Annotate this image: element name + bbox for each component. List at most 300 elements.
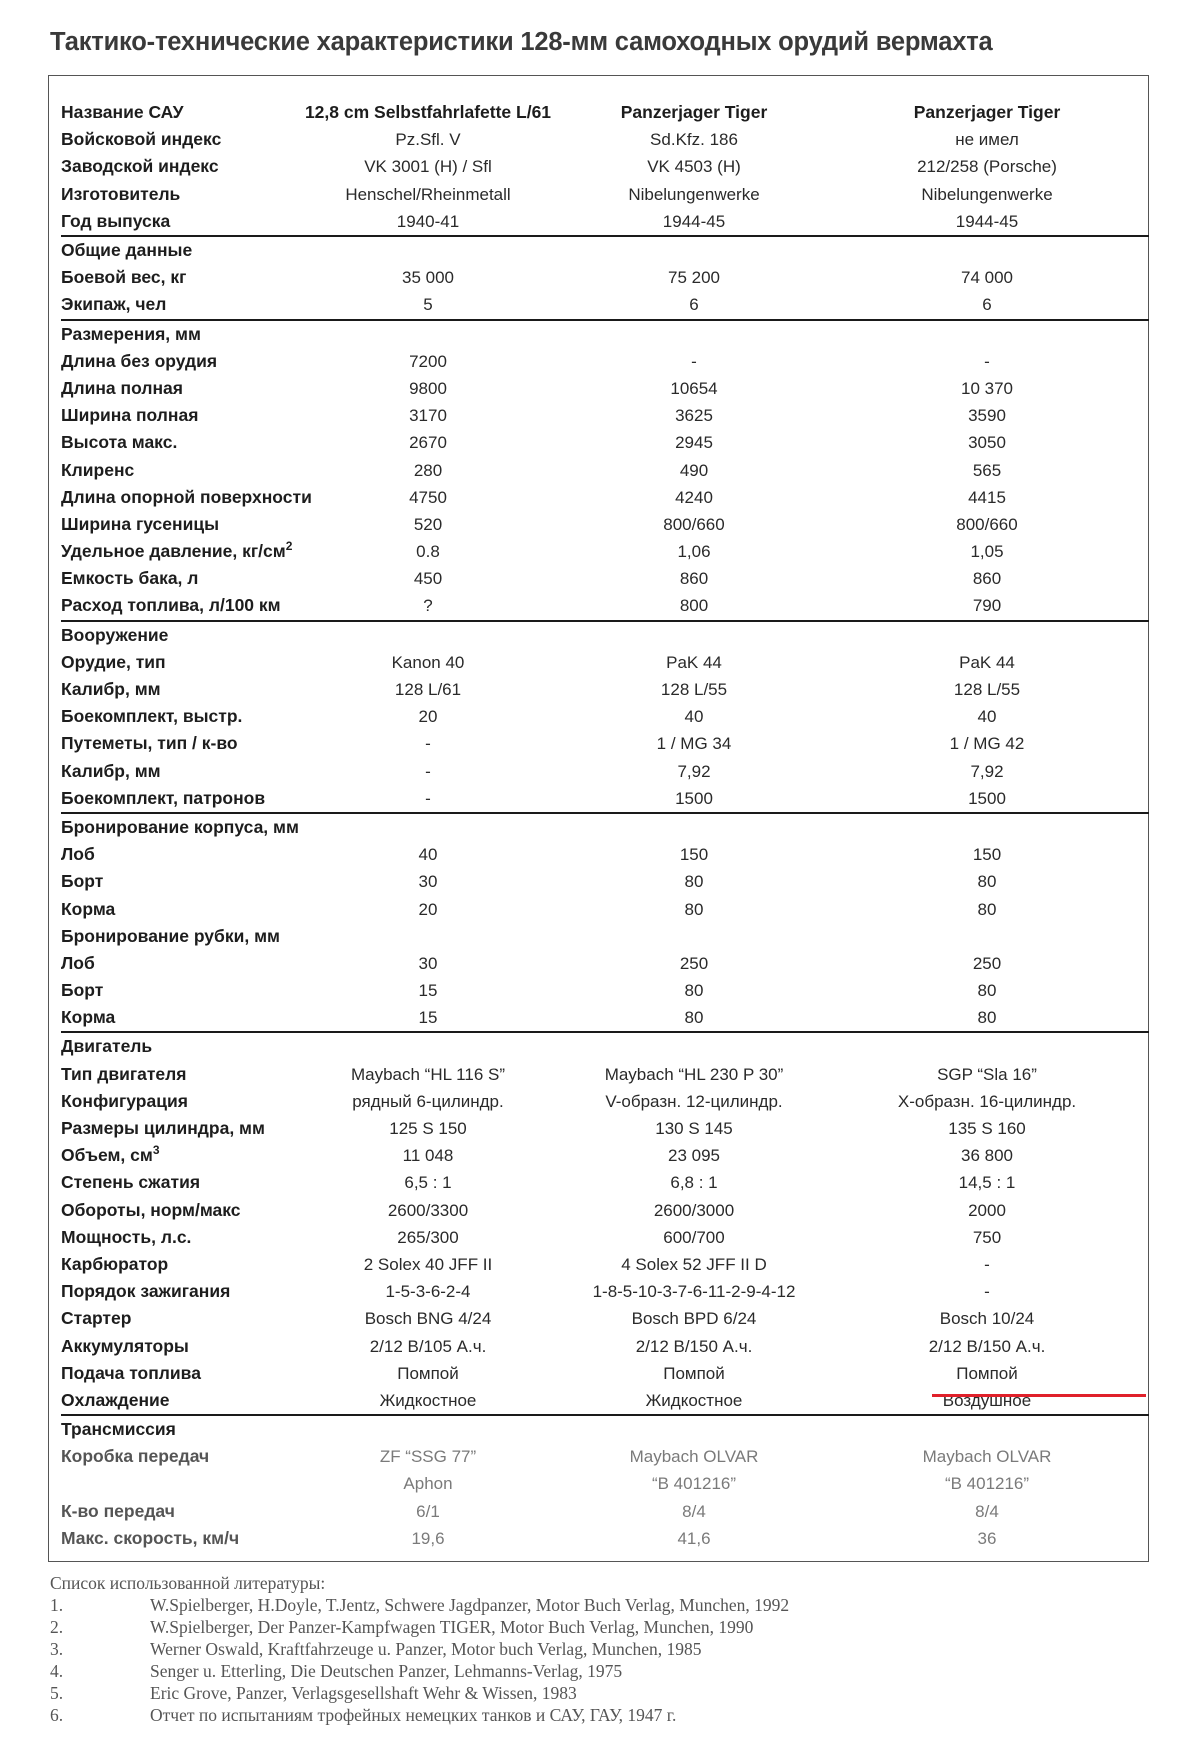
cell-value-col1: 6/1	[416, 1501, 440, 1521]
table-row	[61, 841, 1149, 868]
table-row	[61, 291, 1149, 319]
cell-value-col3: 10 370	[961, 378, 1013, 398]
cell-value-col3: -	[984, 1282, 990, 1302]
table-row	[61, 1498, 1149, 1525]
row-label	[61, 785, 293, 813]
row-label-text: Коробка передач	[61, 1446, 210, 1467]
table-row	[61, 1470, 1149, 1497]
row-label	[61, 1443, 293, 1470]
cell-value-col3: 1,05	[970, 542, 1004, 562]
table-row	[61, 1004, 1149, 1032]
row-label-text: Калибр, мм	[61, 760, 161, 781]
cell-value-col2: Жидкостное	[563, 1387, 825, 1415]
row-label-text: Корма	[61, 1007, 116, 1028]
reference-number: 3.	[50, 1639, 64, 1659]
row-label	[61, 758, 293, 785]
row-label-text: Бронирование корпуса, мм	[61, 816, 299, 837]
cell-value-col1: 128 L/61	[394, 680, 462, 700]
cell-value-col1: 30	[418, 872, 438, 892]
cell-value-col2: 80	[563, 1004, 825, 1032]
table-row	[61, 264, 1149, 291]
cell-value-col1: 11 048	[402, 1146, 454, 1166]
row-label	[61, 208, 293, 236]
cell-value-col3: 250	[972, 953, 1002, 973]
cell-value-col2	[563, 621, 825, 649]
reference-number: 4.	[50, 1661, 64, 1681]
highlight-underline	[932, 1394, 1146, 1397]
table-row	[61, 758, 1149, 785]
cell-value-col3	[825, 1032, 1149, 1060]
cell-value-col2: Panzerjager Tiger	[620, 102, 768, 123]
row-label-text: Размерения, мм	[61, 323, 201, 344]
cell-value-col3: 8/4	[975, 1501, 999, 1521]
cell-value-col2: 150	[679, 845, 709, 865]
cell-value-col1: Помпой	[397, 1363, 459, 1383]
cell-value-col2: 2/12 В/150 А.ч.	[635, 1336, 753, 1356]
row-label-text: Емкость бака, л	[61, 568, 199, 589]
table-row	[61, 1525, 1149, 1552]
row-label-text: Степень сжатия	[61, 1172, 201, 1193]
cell-value-col2: 600/700	[663, 1227, 725, 1247]
cell-value-col1: 1940-41	[293, 208, 563, 236]
table-row	[61, 456, 1149, 483]
cell-value-col1: 7200	[409, 351, 447, 371]
reference-item	[50, 1660, 1170, 1682]
row-label-text: Длина полная	[61, 377, 183, 398]
cell-value-col1: 9800	[409, 378, 447, 398]
table-row	[61, 1142, 1149, 1169]
cell-value-col3: -	[984, 351, 990, 371]
cell-value-col3: 135 S 160	[948, 1119, 1026, 1139]
cell-value-col2	[563, 1032, 825, 1060]
cell-value-col1: 30	[418, 953, 438, 973]
cell-value-col2: Помпой	[663, 1363, 725, 1383]
row-label	[61, 1251, 293, 1278]
row-label-text: Год выпуска	[61, 210, 171, 231]
cell-value-col1: 15	[293, 1004, 563, 1032]
cell-value-col1: Henschel/Rheinmetall	[345, 184, 511, 204]
table-row	[61, 484, 1149, 511]
cell-value-col3: 6	[825, 291, 1149, 319]
cell-value-col2: 800/660	[663, 514, 725, 534]
row-label-text: Охлаждение	[61, 1389, 170, 1410]
cell-value-col1: 265/300	[397, 1227, 459, 1247]
row-label	[61, 895, 293, 922]
row-label	[61, 484, 312, 511]
table-row	[61, 1332, 1149, 1359]
row-label	[61, 348, 293, 375]
row-label	[61, 977, 293, 1004]
cell-value-col1: 4750	[409, 487, 447, 507]
row-label	[61, 649, 293, 676]
row-label	[61, 1061, 293, 1088]
cell-value-col3: Maybach OLVAR	[922, 1447, 1052, 1467]
row-label-text: Корма	[61, 898, 116, 919]
cell-value-col2: Maybach “HL 230 P 30”	[604, 1064, 784, 1084]
table-row	[61, 1360, 1149, 1387]
row-label-text: Карбюратор	[61, 1253, 169, 1274]
row-label	[61, 1169, 293, 1196]
cell-value-col1: рядный 6-цилиндр.	[352, 1091, 504, 1111]
row-label-text: Двигатель	[61, 1036, 153, 1057]
cell-value-col1: ?	[293, 592, 563, 620]
cell-value-col3	[825, 236, 1149, 264]
cell-value-col2: 23 095	[668, 1146, 720, 1166]
table-row	[61, 1197, 1149, 1224]
cell-value-col2: 6,8 : 1	[670, 1173, 718, 1193]
cell-value-col1: 280	[413, 460, 443, 480]
row-label	[61, 1197, 293, 1224]
references	[50, 1572, 1170, 1726]
cell-value-col3: Nibelungenwerke	[921, 184, 1053, 204]
row-label	[61, 621, 293, 649]
reference-item	[50, 1594, 1170, 1616]
cell-value-col3: не имел	[955, 130, 1019, 150]
row-label-text: Ширина гусеницы	[61, 513, 220, 534]
table-row	[61, 348, 1149, 375]
cell-value-col1: 2600/3300	[387, 1200, 469, 1220]
cell-value-col3: 3590	[968, 406, 1006, 426]
row-label-text: Калибр, мм	[61, 679, 161, 700]
cell-value-col1	[293, 1032, 563, 1060]
cell-value-col1	[293, 923, 563, 950]
row-label-superscript: 2	[285, 539, 293, 554]
cell-value-col2: 41,6	[677, 1528, 711, 1548]
row-label	[61, 1525, 293, 1552]
row-label-text: Макс. скорость, км/ч	[61, 1527, 240, 1548]
row-label	[61, 1115, 293, 1142]
row-label	[61, 923, 293, 950]
row-label-text: Экипаж, чел	[61, 294, 167, 315]
table-row	[61, 565, 1149, 592]
row-label	[61, 1224, 293, 1251]
cell-value-col3	[825, 320, 1149, 348]
cell-value-col2: 8/4	[682, 1501, 706, 1521]
row-label-text: Изготовитель	[61, 183, 181, 204]
cell-value-col3: “В 401216”	[944, 1474, 1030, 1494]
table-row	[61, 1278, 1149, 1305]
cell-value-col3: 1944-45	[825, 208, 1149, 236]
cell-value-col1: 20	[418, 899, 438, 919]
reference-number: 6.	[50, 1705, 64, 1725]
reference-text: W.Spielberger, Der Panzer-Kampfwagen TIGER, Motor Buch Verlag, Munchen, 1990	[150, 1617, 754, 1637]
table-row	[61, 181, 1149, 208]
cell-value-col1: Bosch BNG 4/24	[364, 1309, 492, 1329]
cell-value-col2	[563, 320, 825, 348]
row-label	[61, 320, 293, 348]
row-label	[61, 703, 293, 730]
row-label	[61, 1305, 293, 1332]
row-label	[61, 99, 293, 126]
cell-value-col2: 3625	[675, 406, 713, 426]
cell-value-col1	[293, 236, 563, 264]
row-label	[61, 511, 293, 538]
cell-value-col2	[563, 813, 825, 841]
cell-value-col2: 80	[684, 981, 704, 1001]
cell-value-col2: 250	[679, 953, 709, 973]
cell-value-col1: 125 S 150	[389, 1119, 467, 1139]
reference-text: Werner Oswald, Kraftfahrzeuge u. Panzer, Motor buch Verlag, Munchen, 1985	[150, 1639, 702, 1659]
cell-value-col1: 2/12 В/105 А.ч.	[369, 1336, 487, 1356]
cell-value-col2	[563, 1415, 825, 1443]
cell-value-col3: 750	[972, 1227, 1002, 1247]
cell-value-col1: -	[425, 761, 431, 781]
reference-number: 5.	[50, 1683, 64, 1703]
row-label-text: Лоб	[61, 952, 95, 973]
reference-item	[50, 1638, 1170, 1660]
cell-value-col3	[825, 923, 1149, 950]
cell-value-col1: -	[425, 734, 431, 754]
cell-value-col3: PaK 44	[959, 652, 1015, 672]
reference-number: 2.	[50, 1617, 64, 1637]
cell-value-col1	[293, 1415, 563, 1443]
cell-value-col1: -	[293, 785, 563, 813]
row-label	[61, 1278, 293, 1305]
cell-value-col3	[825, 621, 1149, 649]
table-row	[61, 649, 1149, 676]
cell-value-col1: 5	[293, 291, 563, 319]
cell-value-col1: Жидкостное	[293, 1387, 563, 1415]
table-row	[61, 676, 1149, 703]
cell-value-col2	[563, 923, 825, 950]
cell-value-col1: Maybach “HL 116 S”	[350, 1064, 505, 1084]
row-label-text: Орудие, тип	[61, 651, 166, 672]
table-row	[61, 813, 1149, 841]
cell-value-col3: 150	[972, 845, 1002, 865]
row-label	[61, 1415, 293, 1443]
table-row	[61, 402, 1149, 429]
row-label	[61, 592, 293, 620]
cell-value-col3: 14,5 : 1	[958, 1173, 1016, 1193]
cell-value-col1: 6,5 : 1	[404, 1173, 452, 1193]
row-label	[61, 1498, 293, 1525]
cell-value-col2: 1944-45	[563, 208, 825, 236]
table-row	[61, 621, 1149, 649]
table-row	[61, 126, 1149, 153]
row-label-text: Бронирование рубки, мм	[61, 925, 280, 946]
row-label-text: Порядок зажигания	[61, 1281, 231, 1302]
cell-value-col2: 130 S 145	[655, 1119, 733, 1139]
cell-value-col2: PaK 44	[666, 652, 722, 672]
cell-value-col2: 2600/3000	[653, 1200, 735, 1220]
row-label-text: Длина опорной поверхности	[61, 486, 312, 507]
table-row	[61, 1088, 1149, 1115]
cell-value-col2: 128 L/55	[660, 680, 728, 700]
cell-value-col2: 4240	[675, 487, 713, 507]
row-label	[61, 538, 293, 565]
cell-value-col3: 80	[977, 872, 997, 892]
spec-table	[61, 99, 1149, 1552]
reference-item	[50, 1682, 1170, 1704]
cell-value-col3: X-образн. 16-цилиндр.	[897, 1091, 1077, 1111]
table-row	[61, 153, 1149, 180]
table-row	[61, 1387, 1149, 1415]
row-label	[61, 950, 293, 977]
cell-value-col2: 860	[679, 569, 709, 589]
row-label	[61, 730, 293, 757]
row-label	[61, 868, 293, 895]
cell-value-col2: 80	[684, 899, 704, 919]
row-label-text: Длина без орудия	[61, 350, 218, 371]
cell-value-col2: V-образн. 12-цилиндр.	[605, 1091, 783, 1111]
reference-number: 1.	[50, 1595, 64, 1615]
references-list	[50, 1594, 1170, 1726]
cell-value-col3: 2000	[968, 1200, 1006, 1220]
cell-value-col2: Nibelungenwerke	[628, 184, 760, 204]
cell-value-col1: Aphon	[403, 1474, 453, 1494]
row-label-text: Путеметы, тип / к-во	[61, 733, 238, 754]
row-label	[61, 676, 293, 703]
row-label	[61, 1470, 293, 1497]
cell-value-col1: ZF “SSG 77”	[379, 1447, 477, 1467]
row-label-text: Размеры цилиндра, мм	[61, 1118, 265, 1139]
cell-value-col1	[293, 320, 563, 348]
cell-value-col2: 1-8-5-10-3-7-6-11-2-9-4-12	[592, 1282, 796, 1302]
cell-value-col3: 74 000	[961, 268, 1013, 288]
table-row	[61, 703, 1149, 730]
row-label-text: Ширина полная	[61, 405, 199, 426]
row-label-text: Обороты, норм/макс	[61, 1199, 241, 1220]
cell-value-col3: 860	[972, 569, 1002, 589]
cell-value-col2: Maybach OLVAR	[629, 1447, 759, 1467]
cell-value-col3: 1 / MG 42	[949, 734, 1025, 754]
row-label	[61, 1088, 293, 1115]
row-label	[61, 264, 293, 291]
cell-value-col1: 520	[413, 514, 443, 534]
cell-value-col3	[825, 1415, 1149, 1443]
cell-value-col2: Bosch BPD 6/24	[631, 1309, 757, 1329]
row-label-text: Высота макс.	[61, 432, 178, 453]
cell-value-col2: 75 200	[668, 268, 720, 288]
cell-value-col1: 12,8 cm Selbstfahrlafette L/61	[304, 102, 552, 123]
cell-value-col1: 1-5-3-6-2-4	[385, 1282, 471, 1302]
page-title: Тактико-технические характеристики 128-мм самоходных орудий вермахта	[50, 28, 993, 56]
cell-value-col2: 2945	[675, 433, 713, 453]
table-row	[61, 511, 1149, 538]
table-row	[61, 895, 1149, 922]
cell-value-col1: Pz.Sfl. V	[395, 130, 461, 150]
reference-text: Eric Grove, Panzer, Verlagsgesellshaft Wehr & Wissen, 1983	[150, 1683, 577, 1703]
table-row	[61, 1251, 1149, 1278]
cell-value-col1: 450	[413, 569, 443, 589]
table-row	[61, 1115, 1149, 1142]
row-label-text: Подача топлива	[61, 1362, 201, 1383]
row-label	[61, 841, 293, 868]
row-label-text: Боекомплект, патронов	[61, 787, 266, 808]
row-label-text: Заводской индекс	[61, 156, 219, 177]
row-label-text: Аккумуляторы	[61, 1335, 189, 1356]
cell-value-col3: Помпой	[956, 1363, 1018, 1383]
row-label-text: Клиренс	[61, 459, 135, 480]
reference-item	[50, 1616, 1170, 1638]
row-label-text: Удельное давление, кг/см	[61, 541, 286, 562]
row-label-text: Борт	[61, 871, 104, 892]
table-row	[61, 592, 1149, 620]
table-row	[61, 1305, 1149, 1332]
row-label-text: Боекомплект, выстр.	[61, 706, 243, 727]
cell-value-col2: 490	[679, 460, 709, 480]
cell-value-col1: Kanon 40	[391, 652, 465, 672]
cell-value-col3: Bosch 10/24	[939, 1309, 1035, 1329]
row-label-text: Борт	[61, 980, 104, 1001]
row-label-text: Объем, см	[61, 1145, 153, 1166]
table-row	[61, 1032, 1149, 1060]
reference-item	[50, 1704, 1170, 1726]
row-label	[61, 1032, 293, 1060]
cell-value-col3: 790	[825, 592, 1149, 620]
row-label	[61, 402, 293, 429]
cell-value-col3: -	[984, 1254, 990, 1274]
cell-value-col3: 80	[977, 899, 997, 919]
cell-value-col3: Воздушное	[825, 1387, 1149, 1415]
row-label-text: Расход топлива, л/100 км	[61, 595, 281, 616]
table-row	[61, 730, 1149, 757]
row-label-text: Название САУ	[61, 102, 184, 123]
row-label	[61, 236, 293, 264]
row-label	[61, 1004, 293, 1032]
references-heading: Список использованной литературы:	[50, 1573, 326, 1593]
cell-value-col2: 1,06	[677, 542, 711, 562]
row-label	[61, 126, 293, 153]
row-label	[61, 153, 293, 180]
cell-value-col1: 15	[418, 981, 438, 1001]
cell-value-col2: 7,92	[677, 761, 711, 781]
cell-value-col3: 212/258 (Porsche)	[917, 157, 1057, 177]
cell-value-col3: SGP “Sla 16”	[937, 1064, 1037, 1084]
cell-value-col2: Sd.Kfz. 186	[650, 130, 738, 150]
row-label-text: Лоб	[61, 844, 95, 865]
cell-value-col2: 800	[563, 592, 825, 620]
table-row	[61, 977, 1149, 1004]
cell-value-col3: 128 L/55	[953, 680, 1021, 700]
cell-value-col2: 4 Solex 52 JFF II D	[621, 1254, 767, 1274]
cell-value-col3: 80	[825, 1004, 1149, 1032]
cell-value-col1: 2670	[409, 433, 447, 453]
table-row	[61, 923, 1149, 950]
row-label	[61, 375, 293, 402]
row-label	[61, 1332, 293, 1359]
cell-value-col2: -	[691, 351, 697, 371]
table-row	[61, 375, 1149, 402]
row-label	[61, 456, 293, 483]
table-row	[61, 236, 1149, 264]
cell-value-col3: 3050	[968, 433, 1006, 453]
row-label	[61, 181, 293, 208]
table-row	[61, 1169, 1149, 1196]
table-row	[61, 99, 1149, 126]
cell-value-col3: 40	[977, 707, 997, 727]
cell-value-col2: 80	[684, 872, 704, 892]
cell-value-col3: 36	[977, 1528, 997, 1548]
cell-value-col1	[293, 813, 563, 841]
cell-value-col2: 1500	[563, 785, 825, 813]
row-label	[61, 813, 299, 841]
row-label-text: Тип двигателя	[61, 1063, 187, 1084]
row-label	[61, 1360, 293, 1387]
cell-value-col3	[825, 813, 1149, 841]
cell-value-col2	[563, 236, 825, 264]
cell-value-col3: 4415	[968, 487, 1006, 507]
cell-value-col3: 1500	[825, 785, 1149, 813]
cell-value-col1: 19,6	[411, 1528, 445, 1548]
row-label-text: Общие данные	[61, 240, 193, 261]
table-row	[61, 429, 1149, 456]
cell-value-col3: 2/12 В/150 А.ч.	[928, 1336, 1046, 1356]
table-row	[61, 950, 1149, 977]
row-label	[61, 565, 293, 592]
row-label-text: Конфигурация	[61, 1090, 188, 1111]
row-label-text: Стартер	[61, 1308, 132, 1329]
